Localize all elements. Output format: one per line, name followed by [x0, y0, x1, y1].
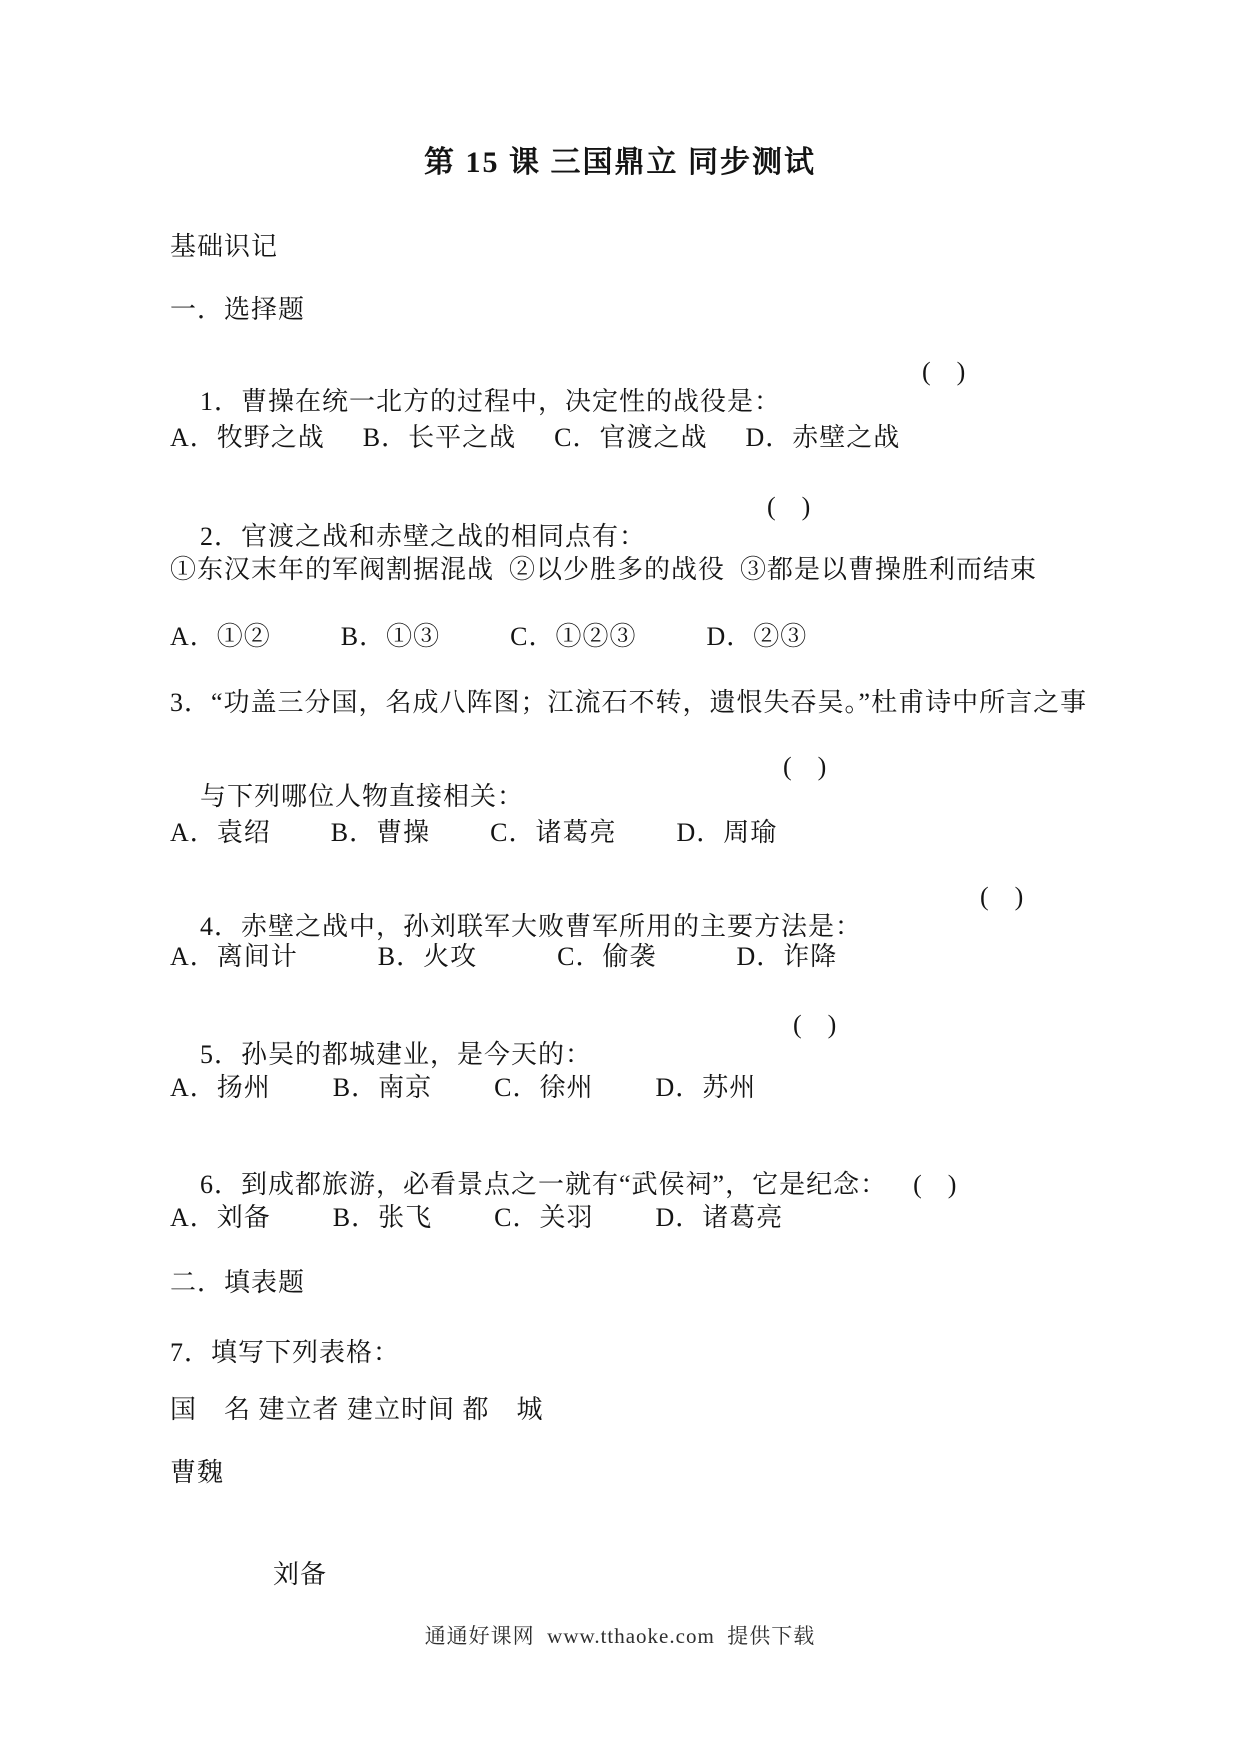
- question-6-answer-bracket: ( ): [913, 1169, 957, 1199]
- question-6-option-b: B．张飞: [332, 1203, 433, 1232]
- question-2-option-c: C．①②③: [510, 622, 637, 651]
- question-2-option-b: B．①③: [340, 622, 441, 651]
- basics-heading: 基础识记: [170, 232, 279, 261]
- question-3-text: 与下列哪位人物直接相关：: [200, 781, 525, 811]
- question-1-options: [170, 423, 1100, 453]
- question-6-text: 6．到成都旅游，必看景点之一就有“武侯祠”，它是纪念：: [200, 1169, 888, 1199]
- page-footer: 通通好课网 www.tthaoke.com 提供下载: [424, 1624, 816, 1648]
- question-2-answer-bracket: ( ): [767, 492, 811, 521]
- question-4-answer-bracket: ( ): [980, 882, 1024, 911]
- question-5-option-d: D．苏州: [655, 1073, 757, 1102]
- question-3-option-c: C．诸葛亮: [490, 818, 617, 847]
- fill-table-header-row: 国 名 建立者 建立时间 都 城: [170, 1395, 544, 1424]
- question-1-option-b: B．长平之战: [362, 423, 517, 452]
- question-1-option-c: C．官渡之战: [554, 423, 708, 452]
- question-2-option-d: D．②③: [706, 622, 808, 651]
- fill-table-row-liubei: 刘备: [273, 1560, 328, 1589]
- question-6-option-d: D．诸葛亮: [655, 1203, 784, 1232]
- section-one-heading: 一．选择题: [170, 295, 306, 324]
- question-3-options: [170, 818, 1100, 848]
- question-5-option-a: A．扬州: [170, 1073, 271, 1102]
- fill-table-prompt: 7．填写下列表格：: [170, 1338, 401, 1367]
- question-4-option-c: C．偷袭: [557, 942, 657, 971]
- question-5: [170, 1010, 1100, 1130]
- question-2: [170, 492, 1100, 612]
- question-3-answer-bracket: ( ): [783, 752, 827, 781]
- question-2-options: [170, 622, 1100, 652]
- question-5-option-b: B．南京: [332, 1073, 433, 1102]
- question-6-option-c: C．关羽: [494, 1203, 594, 1232]
- question-3-option-a: A．袁绍: [170, 818, 271, 847]
- question-1-text: 1．曹操在统一北方的过程中，决定性的战役是：: [200, 386, 782, 416]
- section-two-heading: 二．填表题: [170, 1268, 306, 1297]
- question-6-options: [170, 1203, 1100, 1233]
- question-4-option-d: D．诈降: [736, 942, 838, 971]
- question-2-items: ①东汉末年的军阀割据混战 ②以少胜多的战役 ③都是以曹操胜利而结束: [170, 555, 1038, 584]
- question-5-options: [170, 1073, 1100, 1103]
- question-4-text: 4．赤壁之战中，孙刘联军大败曹军所用的主要方法是：: [200, 911, 863, 941]
- question-3-option-b: B．曹操: [330, 818, 431, 847]
- question-1-option-a: A．牧野之战: [170, 423, 325, 452]
- page-title: 第 15 课 三国鼎立 同步测试: [424, 146, 816, 179]
- question-1-answer-bracket: ( ): [922, 357, 966, 386]
- question-6-option-a: A．刘备: [170, 1203, 271, 1232]
- question-4-options: [170, 942, 1100, 972]
- question-3-line2: [170, 752, 1100, 872]
- question-5-text: 5．孙吴的都城建业，是今天的：: [200, 1039, 593, 1069]
- fill-table-row-caowei: 曹魏: [170, 1458, 225, 1487]
- question-5-option-c: C．徐州: [494, 1073, 594, 1102]
- question-1-option-d: D．赤壁之战: [745, 423, 901, 452]
- question-1: [170, 357, 1100, 477]
- question-2-text: 2．官渡之战和赤壁之战的相同点有：: [200, 521, 647, 551]
- question-4-option-b: B．火攻: [377, 942, 478, 971]
- question-3-option-d: D．周瑜: [676, 818, 778, 847]
- question-5-answer-bracket: ( ): [793, 1010, 837, 1039]
- question-2-option-a: A．①②: [170, 622, 271, 651]
- question-3-line1: 3．“功盖三分国，名成八阵图；江流石不转，遗恨失吞吴。”杜甫诗中所言之事: [170, 688, 1088, 717]
- question-4-option-a: A．离间计: [170, 942, 298, 971]
